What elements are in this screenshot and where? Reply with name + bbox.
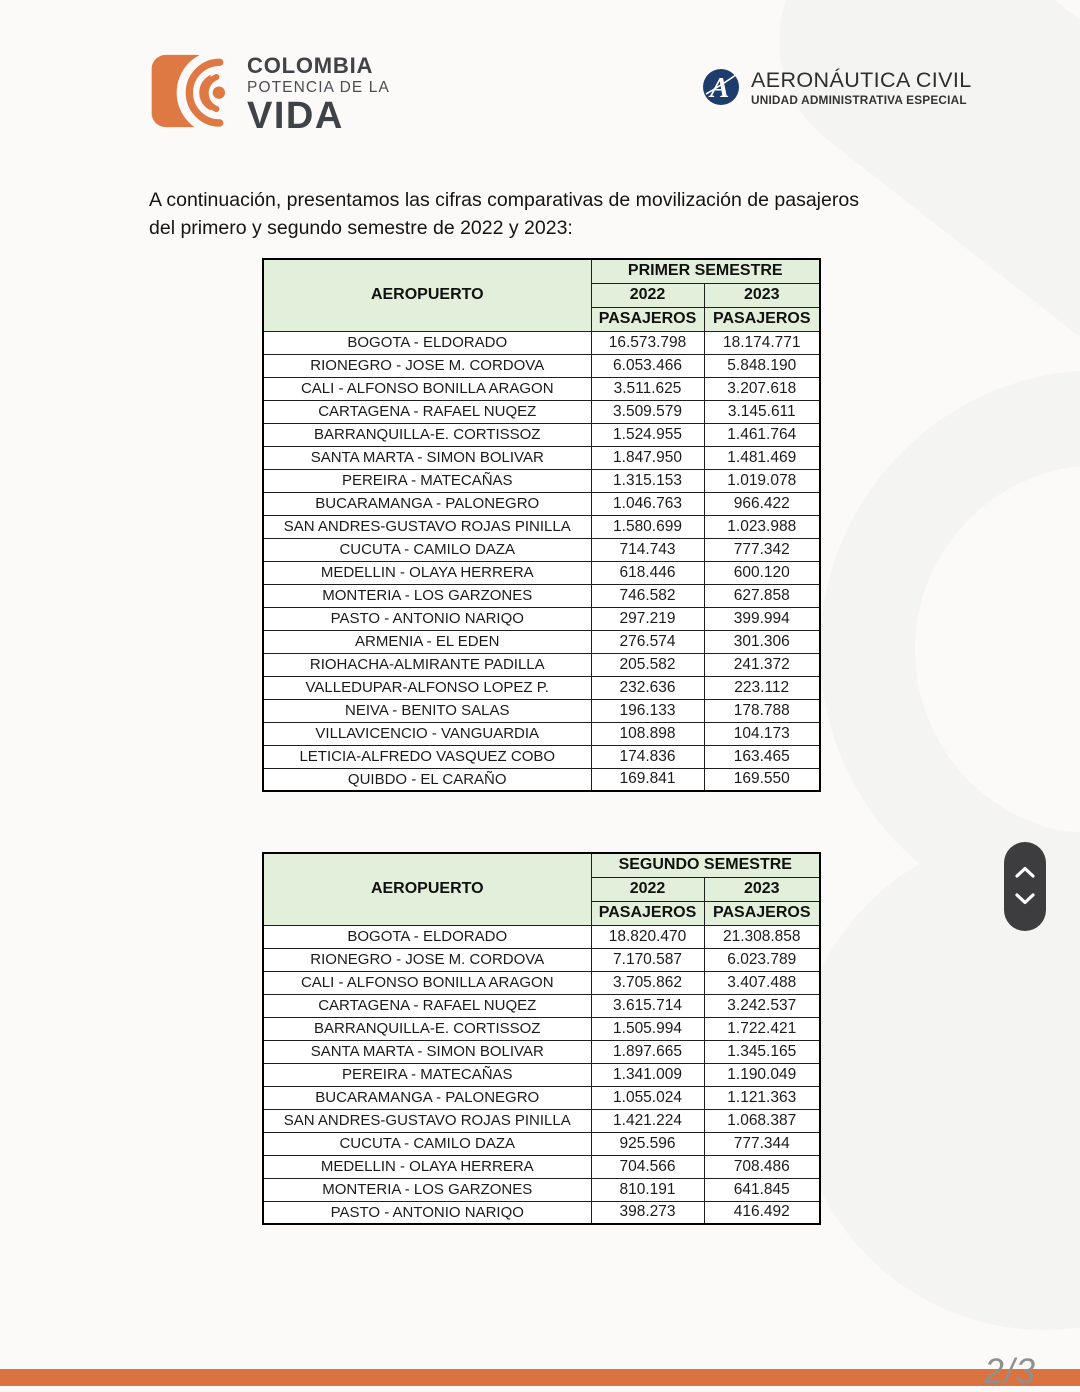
semester-group-header: SEGUNDO SEMESTRE <box>591 853 820 877</box>
table-row <box>263 1201 820 1224</box>
passengers-2023-cell: 777.344 <box>704 1132 820 1155</box>
table-row <box>263 1109 820 1132</box>
year-2023-header: 2023 <box>704 877 820 901</box>
airport-cell: CALI - ALFONSO BONILLA ARAGON <box>263 971 591 994</box>
intro-line-2: del primero y segundo semestre de 2022 y 2023: <box>149 217 573 239</box>
passengers-2023-cell: 3.242.537 <box>704 994 820 1017</box>
table-row <box>263 1086 820 1109</box>
aerocivil-title: AERONÁUTICA CIVIL <box>751 68 972 93</box>
passengers-2022-cell: 6.053.466 <box>591 354 704 377</box>
table-row <box>263 377 820 400</box>
passengers-2022-cell: 276.574 <box>591 630 704 653</box>
airport-cell: SANTA MARTA - SIMON BOLIVAR <box>263 1040 591 1063</box>
airport-cell: CALI - ALFONSO BONILLA ARAGON <box>263 377 591 400</box>
passengers-2022-cell: 398.273 <box>591 1201 704 1224</box>
airport-cell: BUCARAMANGA - PALONEGRO <box>263 492 591 515</box>
table-row <box>263 423 820 446</box>
passengers-2022-cell: 714.743 <box>591 538 704 561</box>
passengers-2023-cell: 1.019.078 <box>704 469 820 492</box>
first-semester-table <box>262 258 821 792</box>
passengers-2023-cell: 223.112 <box>704 676 820 699</box>
airport-cell: SANTA MARTA - SIMON BOLIVAR <box>263 446 591 469</box>
passengers-2022-cell: 618.446 <box>591 561 704 584</box>
passengers-2022-cell: 196.133 <box>591 699 704 722</box>
passengers-2023-cell: 399.994 <box>704 607 820 630</box>
table-row <box>263 676 820 699</box>
scroll-up-button[interactable] <box>1012 866 1038 882</box>
passengers-2022-cell: 297.219 <box>591 607 704 630</box>
passengers-2022-cell: 1.315.153 <box>591 469 704 492</box>
table-row <box>263 722 820 745</box>
table-row <box>263 653 820 676</box>
airport-cell: NEIVA - BENITO SALAS <box>263 699 591 722</box>
passengers-2023-cell: 1.068.387 <box>704 1109 820 1132</box>
table-row <box>263 630 820 653</box>
passengers-2023-cell: 1.121.363 <box>704 1086 820 1109</box>
passengers-2022-cell: 925.596 <box>591 1132 704 1155</box>
table-row <box>263 584 820 607</box>
passengers-2023-cell: 600.120 <box>704 561 820 584</box>
passengers-2022-cell: 7.170.587 <box>591 948 704 971</box>
second-semester-table <box>262 852 821 1225</box>
passengers-2022-cell: 810.191 <box>591 1178 704 1201</box>
passengers-2023-cell: 708.486 <box>704 1155 820 1178</box>
airport-cell: PASTO - ANTONIO NARIQO <box>263 1201 591 1224</box>
passengers-2022-cell: 1.505.994 <box>591 1017 704 1040</box>
airport-cell: RIOHACHA-ALMIRANTE PADILLA <box>263 653 591 676</box>
airport-cell: MEDELLIN - OLAYA HERRERA <box>263 561 591 584</box>
airport-column-header: AEROPUERTO <box>263 259 591 331</box>
passengers-2023-cell: 21.308.858 <box>704 925 820 948</box>
table-row <box>263 1017 820 1040</box>
airport-cell: BARRANQUILLA-E. CORTISSOZ <box>263 423 591 446</box>
table-row <box>263 607 820 630</box>
page-indicator: 2/3 <box>984 1352 1036 1391</box>
table-row <box>263 1155 820 1178</box>
passengers-2023-cell: 241.372 <box>704 653 820 676</box>
passengers-2023-cell: 5.848.190 <box>704 354 820 377</box>
passengers-2022-cell: 3.511.625 <box>591 377 704 400</box>
passengers-2022-cell: 746.582 <box>591 584 704 607</box>
passengers-2023-cell: 3.145.611 <box>704 400 820 423</box>
passengers-2023-cell: 1.345.165 <box>704 1040 820 1063</box>
passengers-2023-cell: 966.422 <box>704 492 820 515</box>
passengers-2022-cell: 169.841 <box>591 768 704 791</box>
passengers-2022-cell: 174.836 <box>591 745 704 768</box>
intro-line-1: A continuación, presentamos las cifras comparativas de movilización de pasajeros <box>149 189 859 211</box>
airport-cell: BOGOTA - ELDORADO <box>263 925 591 948</box>
passengers-2023-cell: 641.845 <box>704 1178 820 1201</box>
airport-cell: SAN ANDRES-GUSTAVO ROJAS PINILLA <box>263 1109 591 1132</box>
airport-cell: CARTAGENA - RAFAEL NUQEZ <box>263 994 591 1017</box>
passengers-2023-cell: 163.465 <box>704 745 820 768</box>
airport-cell: MEDELLIN - OLAYA HERRERA <box>263 1155 591 1178</box>
pasajeros-2022-header: PASAJEROS <box>591 307 704 331</box>
passengers-2022-cell: 1.055.024 <box>591 1086 704 1109</box>
passengers-2022-cell: 1.897.665 <box>591 1040 704 1063</box>
passengers-2023-cell: 6.023.789 <box>704 948 820 971</box>
table-row <box>263 492 820 515</box>
colombia-logo-text-2: POTENCIA DE LA <box>247 79 390 96</box>
airport-cell: CUCUTA - CAMILO DAZA <box>263 538 591 561</box>
table-row <box>263 994 820 1017</box>
airport-column-header: AEROPUERTO <box>263 853 591 925</box>
passengers-2023-cell: 1.190.049 <box>704 1063 820 1086</box>
passengers-2023-cell: 301.306 <box>704 630 820 653</box>
passengers-2023-cell: 178.788 <box>704 699 820 722</box>
passengers-2023-cell: 1.481.469 <box>704 446 820 469</box>
passengers-2023-cell: 416.492 <box>704 1201 820 1224</box>
colombia-logo <box>150 50 390 137</box>
passengers-2022-cell: 232.636 <box>591 676 704 699</box>
passengers-2023-cell: 3.407.488 <box>704 971 820 994</box>
passengers-2022-cell: 1.524.955 <box>591 423 704 446</box>
passengers-2023-cell: 1.722.421 <box>704 1017 820 1040</box>
table-row <box>263 1040 820 1063</box>
airport-cell: PEREIRA - MATECAÑAS <box>263 1063 591 1086</box>
passengers-2023-cell: 1.023.988 <box>704 515 820 538</box>
table-row <box>263 1178 820 1201</box>
semester-group-header: PRIMER SEMESTRE <box>591 259 820 283</box>
pasajeros-2022-header: PASAJEROS <box>591 901 704 925</box>
airport-cell: CUCUTA - CAMILO DAZA <box>263 1132 591 1155</box>
airport-cell: LETICIA-ALFREDO VASQUEZ COBO <box>263 745 591 768</box>
table-row <box>263 948 820 971</box>
scroll-control <box>1004 842 1046 931</box>
table-row <box>263 699 820 722</box>
airport-cell: PEREIRA - MATECAÑAS <box>263 469 591 492</box>
scroll-down-button[interactable] <box>1012 892 1038 908</box>
passengers-2022-cell: 205.582 <box>591 653 704 676</box>
table-row <box>263 354 820 377</box>
pasajeros-2023-header: PASAJEROS <box>704 901 820 925</box>
table-row <box>263 446 820 469</box>
table-row <box>263 538 820 561</box>
passengers-2023-cell: 169.550 <box>704 768 820 791</box>
svg-text:A: A <box>710 72 730 104</box>
passengers-2023-cell: 104.173 <box>704 722 820 745</box>
airport-cell: BOGOTA - ELDORADO <box>263 331 591 354</box>
table-row <box>263 561 820 584</box>
airport-cell: BARRANQUILLA-E. CORTISSOZ <box>263 1017 591 1040</box>
airport-cell: MONTERIA - LOS GARZONES <box>263 1178 591 1201</box>
passengers-2022-cell: 3.509.579 <box>591 400 704 423</box>
colombia-brand-icon <box>150 50 232 137</box>
passengers-2022-cell: 1.341.009 <box>591 1063 704 1086</box>
year-2022-header: 2022 <box>591 877 704 901</box>
passengers-2022-cell: 704.566 <box>591 1155 704 1178</box>
table-row <box>263 925 820 948</box>
airport-cell: ARMENIA - EL EDEN <box>263 630 591 653</box>
airport-cell: VALLEDUPAR-ALFONSO LOPEZ P. <box>263 676 591 699</box>
airport-cell: RIONEGRO - JOSE M. CORDOVA <box>263 948 591 971</box>
year-2023-header: 2023 <box>704 283 820 307</box>
airport-cell: RIONEGRO - JOSE M. CORDOVA <box>263 354 591 377</box>
table-row <box>263 768 820 791</box>
table-row <box>263 331 820 354</box>
table-row <box>263 469 820 492</box>
colombia-logo-text-3: VIDA <box>247 95 344 137</box>
passengers-2022-cell: 18.820.470 <box>591 925 704 948</box>
passengers-2023-cell: 18.174.771 <box>704 331 820 354</box>
airport-cell: BUCARAMANGA - PALONEGRO <box>263 1086 591 1109</box>
passengers-2022-cell: 3.615.714 <box>591 994 704 1017</box>
passengers-2022-cell: 1.421.224 <box>591 1109 704 1132</box>
table-row <box>263 745 820 768</box>
airport-cell: PASTO - ANTONIO NARIQO <box>263 607 591 630</box>
table-row <box>263 971 820 994</box>
table-row <box>263 515 820 538</box>
airport-cell: QUIBDO - EL CARAÑO <box>263 768 591 791</box>
aerocivil-subtitle: UNIDAD ADMINISTRATIVA ESPECIAL <box>751 92 967 107</box>
table-row <box>263 1063 820 1086</box>
year-2022-header: 2022 <box>591 283 704 307</box>
passengers-2023-cell: 1.461.764 <box>704 423 820 446</box>
passengers-2022-cell: 108.898 <box>591 722 704 745</box>
chevron-up-icon <box>1014 866 1036 882</box>
chevron-down-icon <box>1014 892 1036 908</box>
intro-paragraph <box>149 186 979 242</box>
colombia-logo-text-1: COLOMBIA <box>247 53 374 78</box>
passengers-2022-cell: 1.046.763 <box>591 492 704 515</box>
table-row <box>263 400 820 423</box>
passengers-2022-cell: 1.580.699 <box>591 515 704 538</box>
pasajeros-2023-header: PASAJEROS <box>704 307 820 331</box>
airport-cell: VILLAVICENCIO - VANGUARDIA <box>263 722 591 745</box>
passengers-2023-cell: 3.207.618 <box>704 377 820 400</box>
passengers-2022-cell: 16.573.798 <box>591 331 704 354</box>
footer-accent-bar <box>0 1369 1080 1386</box>
passengers-2022-cell: 3.705.862 <box>591 971 704 994</box>
passengers-2023-cell: 627.858 <box>704 584 820 607</box>
airport-cell: CARTAGENA - RAFAEL NUQEZ <box>263 400 591 423</box>
passengers-2023-cell: 777.342 <box>704 538 820 561</box>
aerocivil-seal-icon <box>702 66 742 111</box>
aerocivil-logo <box>702 66 972 111</box>
airport-cell: SAN ANDRES-GUSTAVO ROJAS PINILLA <box>263 515 591 538</box>
table-row <box>263 1132 820 1155</box>
passengers-2022-cell: 1.847.950 <box>591 446 704 469</box>
airport-cell: MONTERIA - LOS GARZONES <box>263 584 591 607</box>
